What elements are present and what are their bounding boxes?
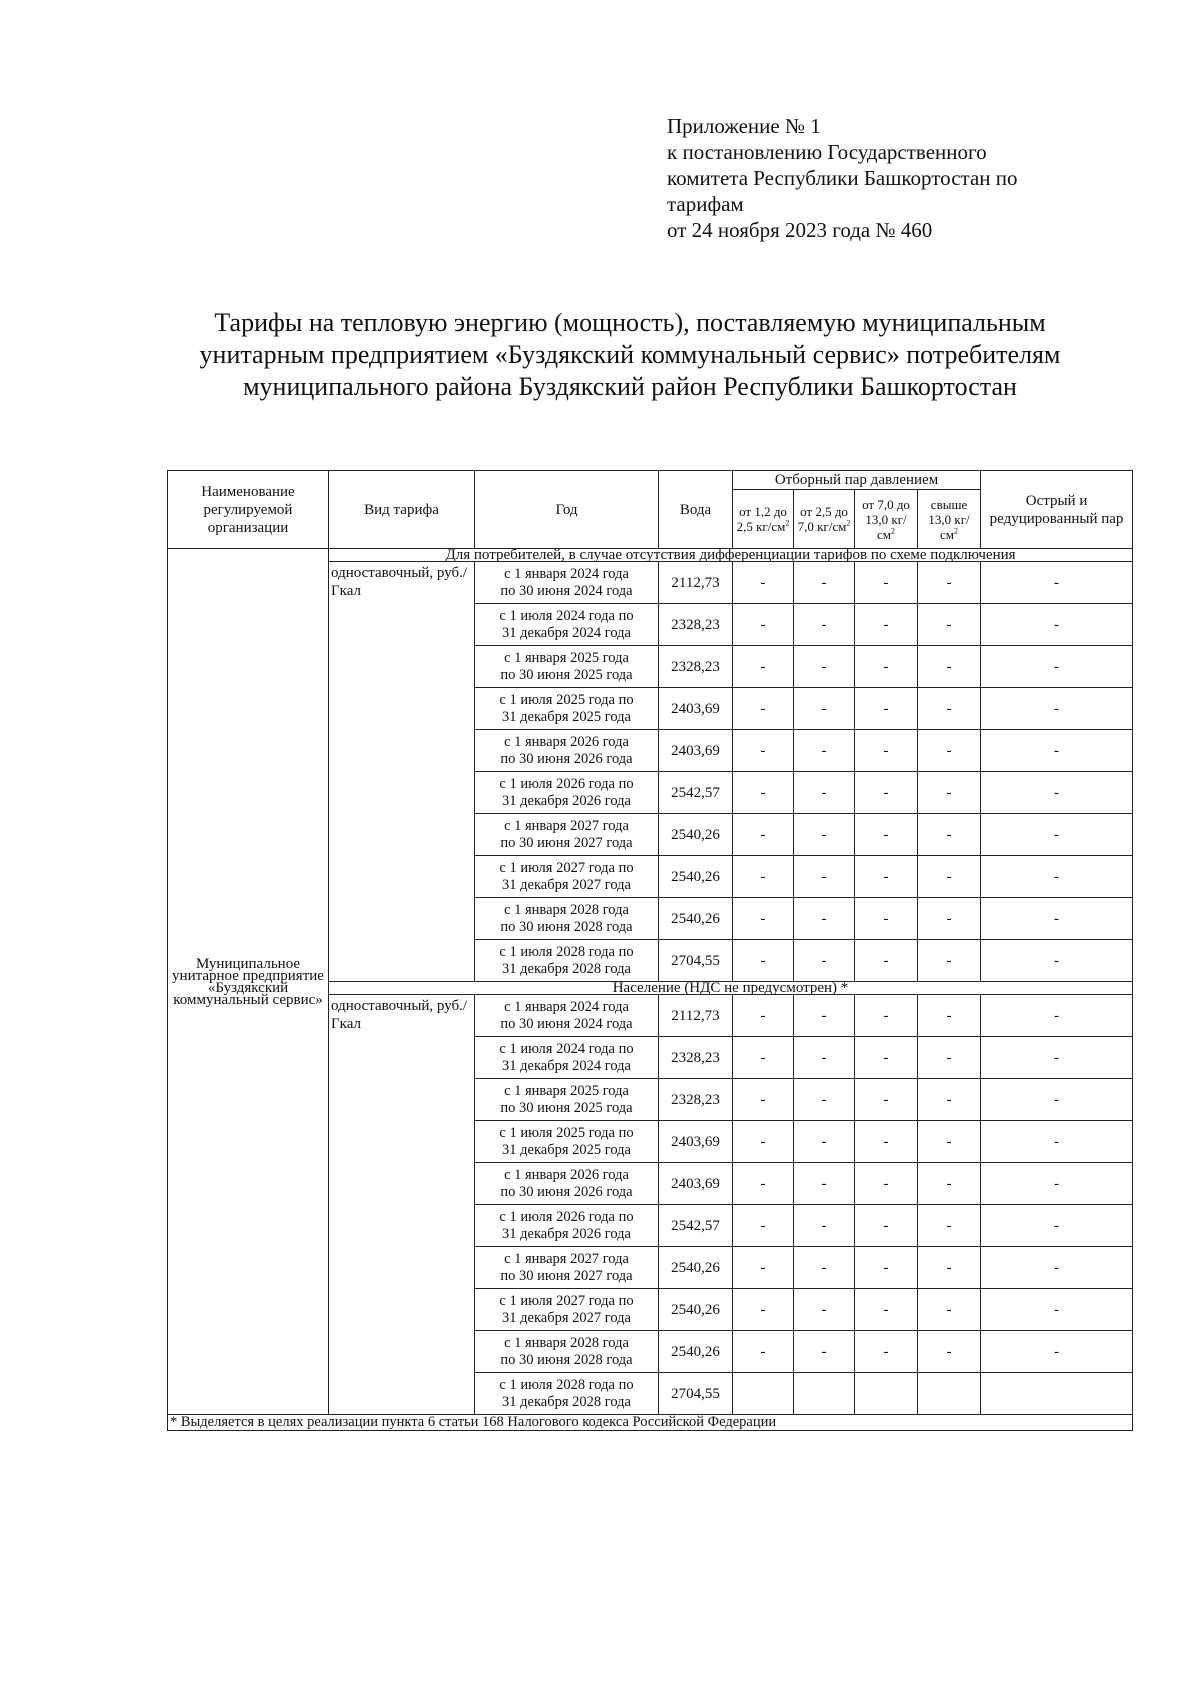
period-end: по 30 июня 2028 года bbox=[500, 918, 633, 935]
steam-value: - bbox=[794, 995, 855, 1037]
steam-value: - bbox=[918, 1247, 981, 1289]
water-value: 2112,73 bbox=[659, 995, 733, 1037]
water-value: 2542,57 bbox=[659, 772, 733, 814]
appendix-line: Приложение № 1 bbox=[667, 114, 821, 138]
steam-value: - bbox=[855, 646, 918, 688]
period-end: по 30 июня 2027 года bbox=[500, 1267, 633, 1284]
steam-value: - bbox=[794, 688, 855, 730]
period-end: по 30 июня 2026 года bbox=[500, 750, 633, 767]
steam-value: - bbox=[981, 1121, 1133, 1163]
steam-value bbox=[918, 1373, 981, 1415]
period-cell bbox=[475, 604, 659, 646]
period-end: по 30 июня 2024 года bbox=[500, 1015, 633, 1032]
period-cell bbox=[475, 1331, 659, 1373]
header-tariff-type: Вид тарифа bbox=[329, 471, 475, 549]
steam-value: - bbox=[981, 1037, 1133, 1079]
steam-value: - bbox=[733, 856, 794, 898]
steam-value: - bbox=[981, 562, 1133, 604]
header-water: Вода bbox=[659, 471, 733, 549]
water-value: 2328,23 bbox=[659, 646, 733, 688]
water-value: 2540,26 bbox=[659, 1289, 733, 1331]
header-organization: Наименование регулируемой организации bbox=[168, 471, 329, 549]
steam-value: - bbox=[918, 814, 981, 856]
appendix-block bbox=[667, 113, 1107, 243]
period-start: с 1 января 2027 года bbox=[504, 1250, 629, 1267]
steam-value: - bbox=[981, 898, 1133, 940]
period-cell bbox=[475, 730, 659, 772]
steam-value: - bbox=[794, 772, 855, 814]
steam-value: - bbox=[981, 940, 1133, 982]
steam-value: - bbox=[733, 1037, 794, 1079]
period-end: 31 декабря 2026 года bbox=[502, 792, 631, 809]
steam-value: - bbox=[733, 1331, 794, 1373]
period-end: 31 декабря 2024 года bbox=[502, 1057, 631, 1074]
period-cell bbox=[475, 1163, 659, 1205]
steam-value: - bbox=[855, 772, 918, 814]
steam-value: - bbox=[733, 814, 794, 856]
period-cell bbox=[475, 940, 659, 982]
steam-value: - bbox=[794, 1121, 855, 1163]
steam-value: - bbox=[981, 688, 1133, 730]
water-value: 2328,23 bbox=[659, 1037, 733, 1079]
superscript: 2 bbox=[891, 526, 895, 536]
steam-value: - bbox=[733, 898, 794, 940]
steam-value: - bbox=[855, 1331, 918, 1373]
footnote: * Выделяется в целях реализации пункта 6 статьи 168 Налогового кодекса Российской Федерации bbox=[168, 1415, 1133, 1431]
steam-value: - bbox=[855, 856, 918, 898]
steam-value: - bbox=[918, 995, 981, 1037]
steam-value: - bbox=[918, 856, 981, 898]
steam-value: - bbox=[855, 1163, 918, 1205]
superscript: 2 bbox=[785, 518, 790, 528]
steam-value: - bbox=[794, 1037, 855, 1079]
water-value: 2403,69 bbox=[659, 730, 733, 772]
steam-value: - bbox=[855, 730, 918, 772]
steam-value: - bbox=[733, 1205, 794, 1247]
header-year: Год bbox=[475, 471, 659, 549]
steam-value: - bbox=[918, 730, 981, 772]
period-cell bbox=[475, 562, 659, 604]
tariff-table bbox=[167, 470, 1133, 1431]
period-cell bbox=[475, 1121, 659, 1163]
steam-value: - bbox=[981, 1289, 1133, 1331]
period-end: 31 декабря 2026 года bbox=[502, 1225, 631, 1242]
period-end: 31 декабря 2028 года bbox=[502, 960, 631, 977]
period-start: с 1 июля 2026 года по bbox=[499, 775, 634, 792]
period-start: с 1 января 2024 года bbox=[504, 998, 629, 1015]
group-label: Для потребителей, в случае отсутствия дифференциации тарифов по схеме подключения bbox=[329, 549, 1133, 562]
period-cell bbox=[475, 814, 659, 856]
steam-value: - bbox=[918, 604, 981, 646]
header-steam-1: от 1,2 до 2,5 $кг/см^2$ bbox=[733, 490, 794, 549]
tariff-type: одноставочный, руб./Гкал bbox=[329, 995, 475, 1415]
organization-name: Муниципальное унитарное предприятие «Буздякский коммунальный сервис» bbox=[168, 549, 329, 1415]
steam-value bbox=[981, 1373, 1133, 1415]
appendix-line: к постановлению Государственного bbox=[667, 140, 987, 164]
steam-value: - bbox=[855, 604, 918, 646]
steam-value: - bbox=[981, 730, 1133, 772]
steam-value: - bbox=[981, 1331, 1133, 1373]
period-end: по 30 июня 2027 года bbox=[500, 834, 633, 851]
steam-value: - bbox=[794, 1289, 855, 1331]
steam-value: - bbox=[918, 898, 981, 940]
period-start: с 1 января 2025 года bbox=[504, 1082, 629, 1099]
steam-value: - bbox=[981, 856, 1133, 898]
superscript: 2 bbox=[846, 518, 851, 528]
period-end: 31 декабря 2024 года bbox=[502, 624, 631, 641]
steam-value: - bbox=[918, 1079, 981, 1121]
steam-value: - bbox=[855, 1289, 918, 1331]
steam-value: - bbox=[855, 1121, 918, 1163]
steam-value: - bbox=[794, 1247, 855, 1289]
period-start: с 1 июля 2028 года по bbox=[499, 943, 634, 960]
steam-value: - bbox=[794, 562, 855, 604]
water-value: 2328,23 bbox=[659, 604, 733, 646]
period-start: с 1 июля 2025 года по bbox=[499, 691, 634, 708]
steam-value: - bbox=[918, 688, 981, 730]
header-steam-4: свыше 13,0 $кг/см^2$ bbox=[918, 490, 981, 549]
steam-value: - bbox=[981, 1247, 1133, 1289]
period-cell bbox=[475, 1247, 659, 1289]
water-value: 2540,26 bbox=[659, 1331, 733, 1373]
appendix-line: тарифам bbox=[667, 192, 744, 216]
steam-value: - bbox=[981, 646, 1133, 688]
steam-value: - bbox=[918, 1289, 981, 1331]
steam-value: - bbox=[794, 940, 855, 982]
header-steam-group: Отборный пар давлением bbox=[733, 471, 981, 490]
steam-value: - bbox=[733, 995, 794, 1037]
appendix-line: от 24 ноября 2023 года № 460 bbox=[667, 218, 933, 242]
steam-value bbox=[855, 1373, 918, 1415]
steam-value: - bbox=[733, 646, 794, 688]
steam-value: - bbox=[794, 1331, 855, 1373]
steam-value: - bbox=[794, 604, 855, 646]
steam-value: - bbox=[855, 1247, 918, 1289]
appendix-line: комитета Республики Башкортостан по bbox=[667, 166, 1018, 190]
steam-value: - bbox=[855, 940, 918, 982]
steam-value: - bbox=[918, 562, 981, 604]
steam-value: - bbox=[855, 1205, 918, 1247]
steam-value: - bbox=[918, 1331, 981, 1373]
steam-value: - bbox=[918, 1205, 981, 1247]
steam-value: - bbox=[918, 1163, 981, 1205]
steam-value bbox=[794, 1373, 855, 1415]
steam-value: - bbox=[733, 1247, 794, 1289]
period-end: 31 декабря 2028 года bbox=[502, 1393, 631, 1410]
tariff-type: одноставочный, руб./Гкал bbox=[329, 562, 475, 982]
period-start: с 1 января 2026 года bbox=[504, 733, 629, 750]
period-cell bbox=[475, 772, 659, 814]
group-label: Население (НДС не предусмотрен) * bbox=[329, 982, 1133, 995]
water-value: 2540,26 bbox=[659, 898, 733, 940]
period-cell bbox=[475, 1037, 659, 1079]
period-cell bbox=[475, 1373, 659, 1415]
superscript: 2 bbox=[954, 526, 959, 536]
water-value: 2540,26 bbox=[659, 856, 733, 898]
steam-value: - bbox=[981, 1163, 1133, 1205]
steam-value: - bbox=[794, 856, 855, 898]
period-end: 31 декабря 2025 года bbox=[502, 1141, 631, 1158]
steam-value: - bbox=[918, 772, 981, 814]
period-end: по 30 июня 2025 года bbox=[500, 666, 633, 683]
steam-value: - bbox=[733, 1163, 794, 1205]
steam-value: - bbox=[981, 995, 1133, 1037]
period-start: с 1 июля 2026 года по bbox=[499, 1208, 634, 1225]
period-end: по 30 июня 2024 года bbox=[500, 582, 633, 599]
period-cell bbox=[475, 1079, 659, 1121]
steam-value: - bbox=[855, 898, 918, 940]
steam-value: - bbox=[733, 1289, 794, 1331]
period-cell bbox=[475, 688, 659, 730]
period-start: с 1 января 2028 года bbox=[504, 901, 629, 918]
period-cell bbox=[475, 995, 659, 1037]
steam-value: - bbox=[981, 772, 1133, 814]
period-end: по 30 июня 2026 года bbox=[500, 1183, 633, 1200]
steam-value: - bbox=[918, 940, 981, 982]
period-start: с 1 июля 2024 года по bbox=[499, 607, 634, 624]
period-end: 31 декабря 2027 года bbox=[502, 1309, 631, 1326]
steam-value: - bbox=[794, 730, 855, 772]
steam-value: - bbox=[855, 688, 918, 730]
water-value: 2403,69 bbox=[659, 688, 733, 730]
steam-value: - bbox=[855, 562, 918, 604]
steam-value: - bbox=[794, 1205, 855, 1247]
steam-value: - bbox=[855, 995, 918, 1037]
period-start: с 1 января 2027 года bbox=[504, 817, 629, 834]
steam-value: - bbox=[981, 1079, 1133, 1121]
steam-value: - bbox=[733, 604, 794, 646]
period-end: 31 декабря 2025 года bbox=[502, 708, 631, 725]
period-start: с 1 января 2024 года bbox=[504, 565, 629, 582]
water-value: 2403,69 bbox=[659, 1121, 733, 1163]
period-start: с 1 июля 2028 года по bbox=[499, 1376, 634, 1393]
steam-value: - bbox=[733, 940, 794, 982]
period-start: с 1 июля 2027 года по bbox=[499, 1292, 634, 1309]
steam-value: - bbox=[855, 1037, 918, 1079]
water-value: 2112,73 bbox=[659, 562, 733, 604]
steam-value bbox=[733, 1373, 794, 1415]
steam-value: - bbox=[733, 688, 794, 730]
steam-value: - bbox=[794, 646, 855, 688]
steam-value: - bbox=[981, 814, 1133, 856]
steam-value: - bbox=[794, 814, 855, 856]
period-start: с 1 июля 2027 года по bbox=[499, 859, 634, 876]
period-end: по 30 июня 2028 года bbox=[500, 1351, 633, 1368]
period-cell bbox=[475, 646, 659, 688]
steam-value: - bbox=[918, 646, 981, 688]
period-cell bbox=[475, 1289, 659, 1331]
water-value: 2540,26 bbox=[659, 814, 733, 856]
period-start: с 1 июля 2024 года по bbox=[499, 1040, 634, 1057]
header-steam-3: от 7,0 до 13,0 $кг/см^2$ bbox=[855, 490, 918, 549]
water-value: 2403,69 bbox=[659, 1163, 733, 1205]
period-cell bbox=[475, 1205, 659, 1247]
period-start: с 1 января 2025 года bbox=[504, 649, 629, 666]
period-cell bbox=[475, 898, 659, 940]
header-steam-2: от 2,5 до 7,0 $кг/см^2$ bbox=[794, 490, 855, 549]
steam-value: - bbox=[733, 1121, 794, 1163]
period-start: с 1 июля 2025 года по bbox=[499, 1124, 634, 1141]
steam-value: - bbox=[733, 772, 794, 814]
water-value: 2704,55 bbox=[659, 940, 733, 982]
period-end: 31 декабря 2027 года bbox=[502, 876, 631, 893]
steam-value: - bbox=[794, 1163, 855, 1205]
water-value: 2704,55 bbox=[659, 1373, 733, 1415]
header-sharp-steam: Острый и редуцированный пар bbox=[981, 471, 1133, 549]
steam-value: - bbox=[794, 898, 855, 940]
water-value: 2328,23 bbox=[659, 1079, 733, 1121]
water-value: 2542,57 bbox=[659, 1205, 733, 1247]
steam-value: - bbox=[918, 1121, 981, 1163]
steam-value: - bbox=[733, 1079, 794, 1121]
water-value: 2540,26 bbox=[659, 1247, 733, 1289]
period-start: с 1 января 2026 года bbox=[504, 1166, 629, 1183]
period-cell bbox=[475, 856, 659, 898]
steam-value: - bbox=[981, 604, 1133, 646]
steam-value: - bbox=[733, 730, 794, 772]
period-end: по 30 июня 2025 года bbox=[500, 1099, 633, 1116]
document-title: Тарифы на тепловую энергию (мощность), поставляемую муниципальным унитарным предприятием «Буздякский коммунальный сервис» потребителям муниципального района Буздякский район Республики Башкортостан bbox=[199, 308, 1061, 401]
steam-value: - bbox=[855, 1079, 918, 1121]
steam-value: - bbox=[855, 814, 918, 856]
steam-value: - bbox=[981, 1205, 1133, 1247]
steam-value: - bbox=[918, 1037, 981, 1079]
steam-value: - bbox=[733, 562, 794, 604]
period-start: с 1 января 2028 года bbox=[504, 1334, 629, 1351]
steam-value: - bbox=[794, 1079, 855, 1121]
